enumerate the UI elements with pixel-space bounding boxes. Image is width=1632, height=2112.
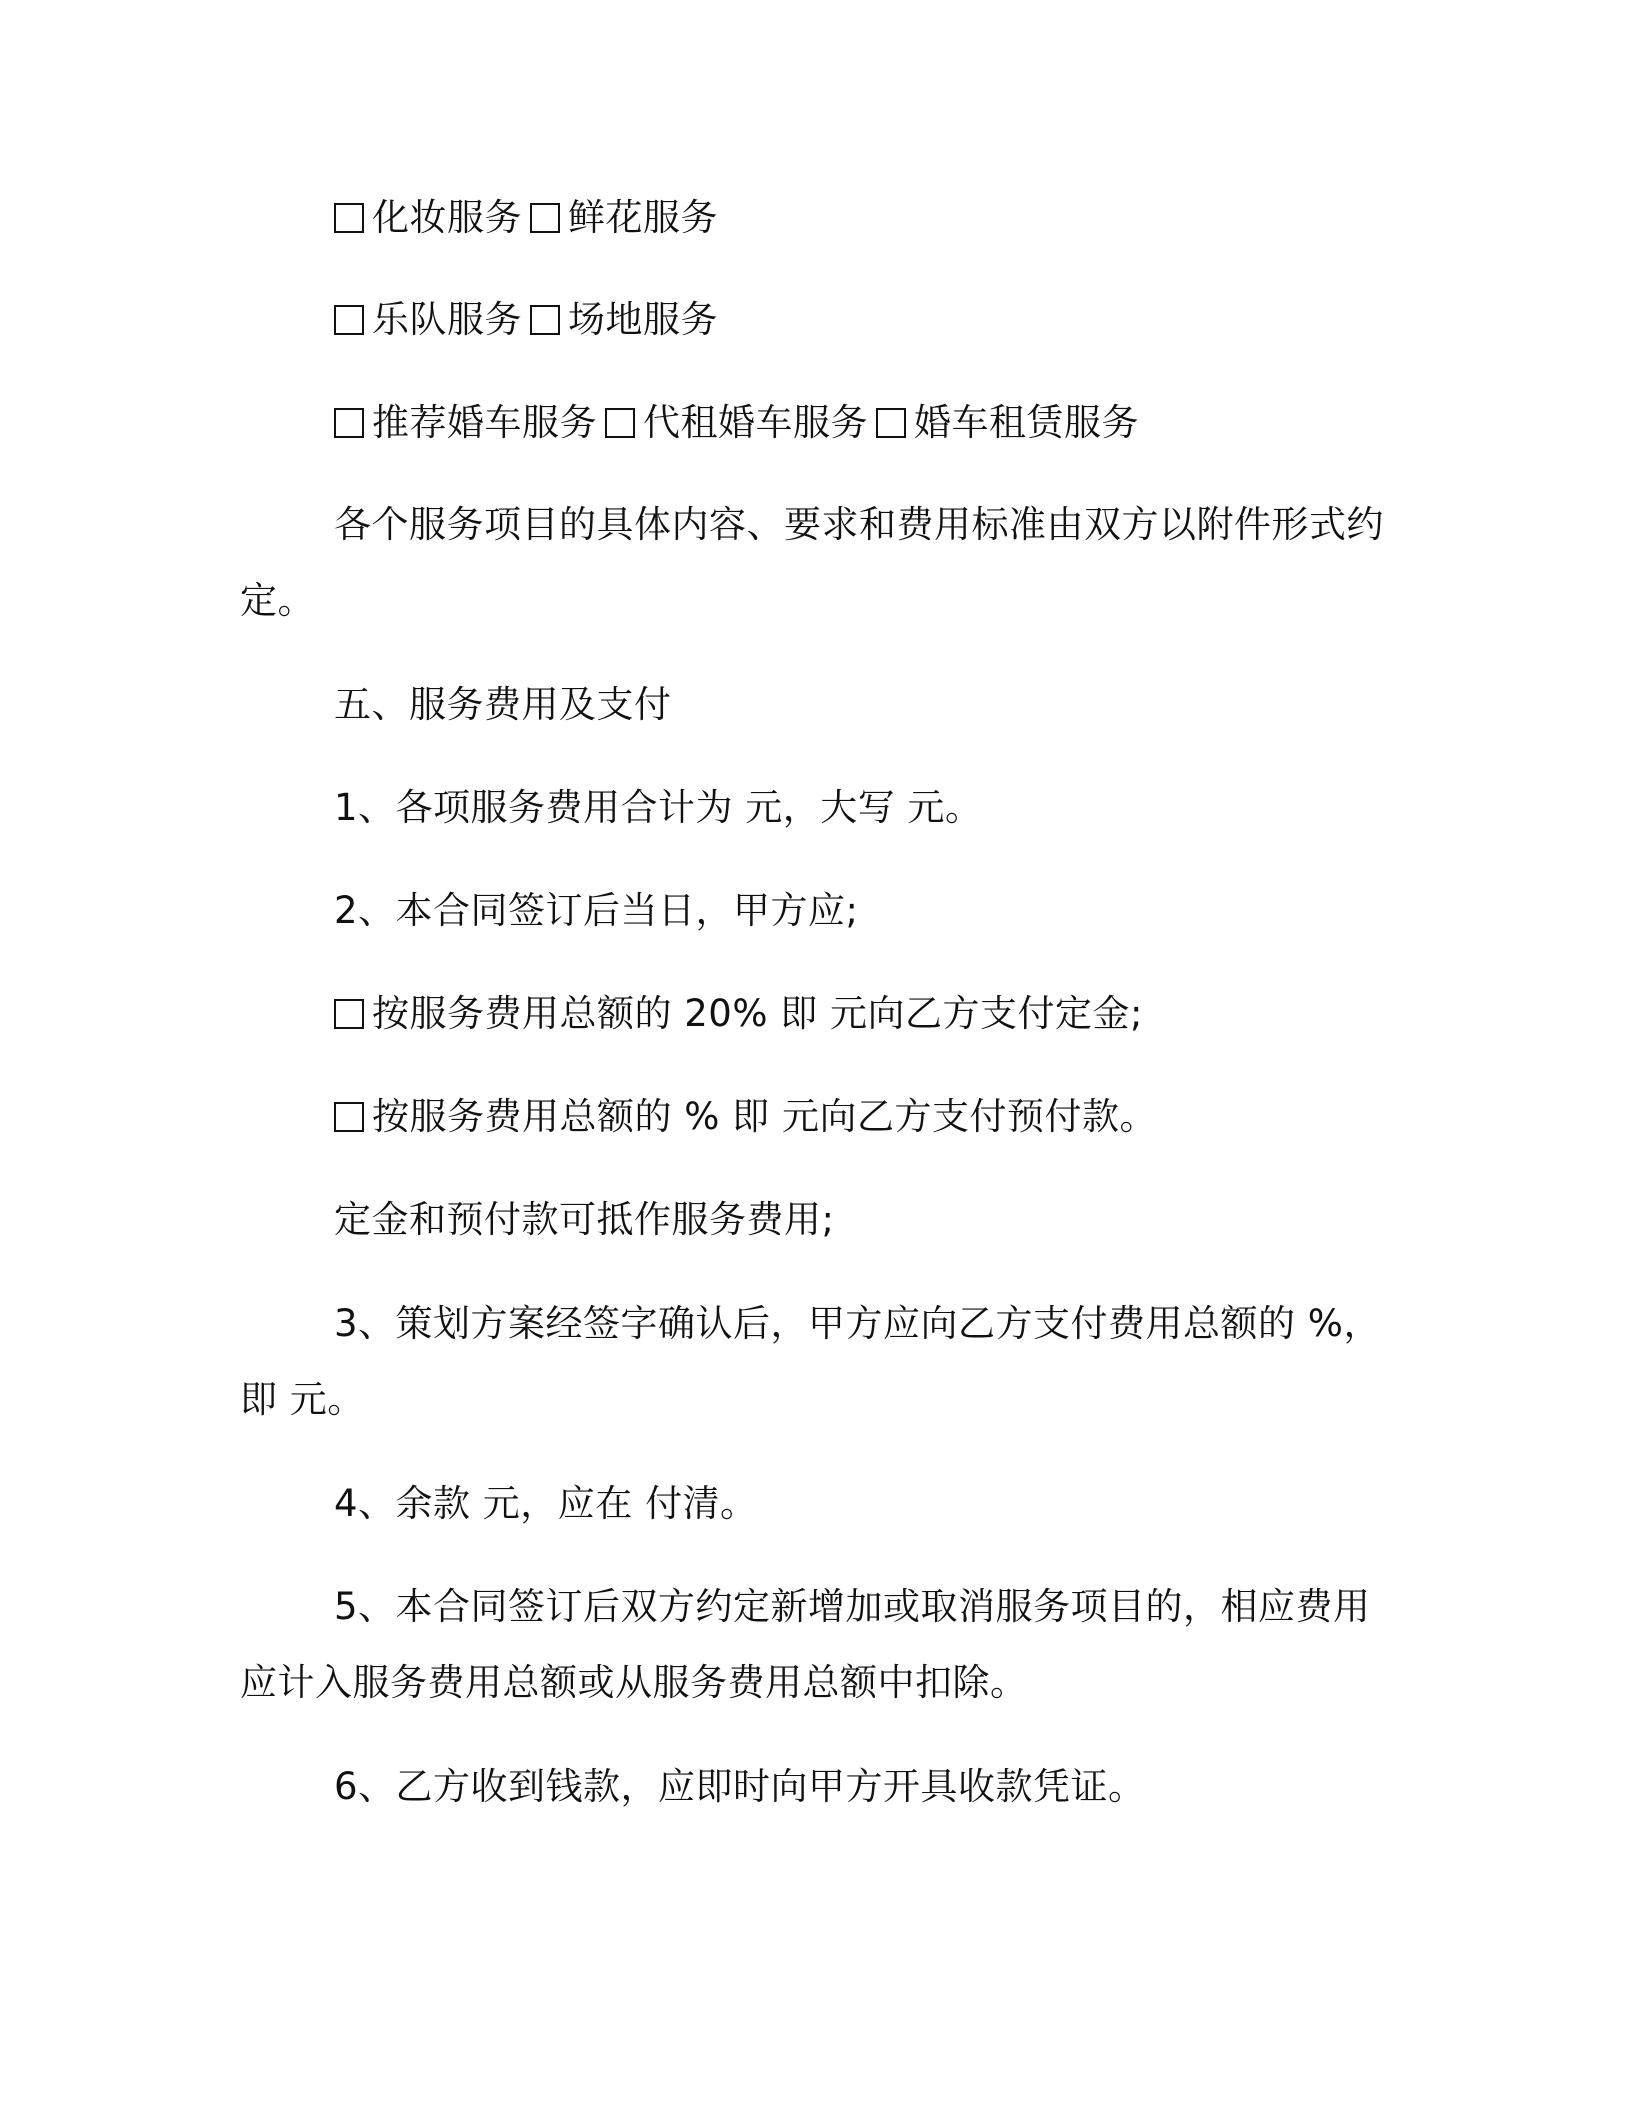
checkbox[interactable] — [334, 1102, 364, 1132]
checkbox[interactable] — [876, 408, 906, 438]
service-option-rent-car-agent: 代租婚车服务 — [643, 401, 868, 444]
service-option-makeup: 化妆服务 — [372, 196, 522, 239]
paragraph-line: 定。 — [240, 579, 315, 622]
clause-item-1: 1、各项服务费用合计为 元，大写 元。 — [334, 786, 983, 829]
service-option-car-lease: 婚车租赁服务 — [914, 401, 1139, 444]
service-row-3 — [334, 399, 1494, 447]
checkbox[interactable] — [605, 408, 635, 438]
section-heading: 五、服务费用及支付 — [334, 683, 672, 726]
clause-item-3: 3、策划方案经签字确认后，甲方应向乙方支付费用总额的 %， — [334, 1302, 1381, 1345]
checkbox[interactable] — [334, 999, 364, 1029]
checkbox[interactable] — [530, 305, 560, 335]
clause-item-2: 2、本合同签订后当日，甲方应; — [334, 889, 859, 932]
service-option-band: 乐队服务 — [372, 298, 522, 341]
clause-note: 定金和预付款可抵作服务费用; — [334, 1198, 835, 1241]
clause-item-3-cont: 即 元。 — [240, 1378, 365, 1421]
clause-item-5-cont: 应计入服务费用总额或从服务费用总额中扣除。 — [240, 1661, 1028, 1704]
clause-item-5: 5、本合同签订后双方约定新增加或取消服务项目的，相应费用 — [334, 1585, 1371, 1628]
service-option-recommend-car: 推荐婚车服务 — [372, 401, 597, 444]
checkbox[interactable] — [334, 305, 364, 335]
service-row-1 — [334, 194, 1494, 242]
option-deposit-text: 按服务费用总额的 20% 即 元向乙方支付定金; — [372, 992, 1143, 1035]
paragraph-line: 各个服务项目的具体内容、要求和费用标准由双方以附件形式约 — [334, 503, 1384, 546]
option-prepayment — [334, 1093, 1494, 1141]
checkbox[interactable] — [334, 203, 364, 233]
checkbox[interactable] — [334, 408, 364, 438]
option-deposit — [334, 990, 1494, 1038]
clause-item-6: 6、乙方收到钱款，应即时向甲方开具收款凭证。 — [334, 1765, 1146, 1808]
service-row-2 — [334, 296, 1494, 344]
option-prepayment-text: 按服务费用总额的 % 即 元向乙方支付预付款。 — [372, 1095, 1157, 1138]
checkbox[interactable] — [530, 203, 560, 233]
service-option-venue: 场地服务 — [568, 298, 718, 341]
service-option-flowers: 鲜花服务 — [568, 196, 718, 239]
clause-item-4: 4、余款 元，应在 付清。 — [334, 1482, 758, 1525]
